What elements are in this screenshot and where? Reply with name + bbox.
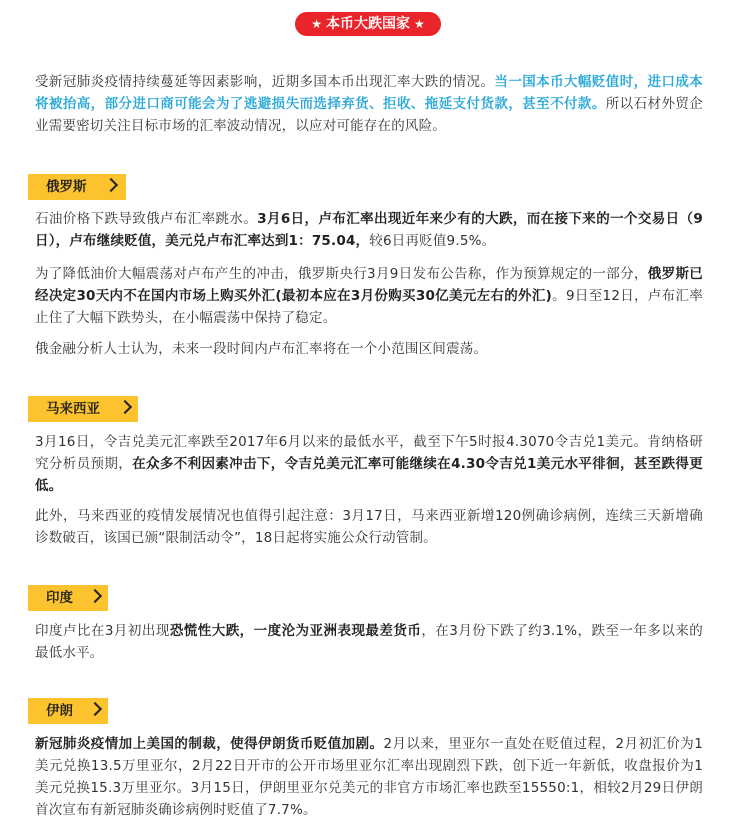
chevron-right-icon bbox=[88, 702, 102, 716]
chevron-right-icon bbox=[118, 400, 132, 414]
label-russia bbox=[28, 174, 126, 200]
label-malaysia-text: 马来西亚 bbox=[46, 401, 100, 417]
intro-text-end: 所以石材外贸企业需要密切关注目标市场的汇率波动情况，以应对可能存在的风险。 bbox=[35, 96, 703, 134]
label-india-text: 印度 bbox=[46, 590, 73, 606]
label-malaysia bbox=[28, 396, 138, 422]
malaysia-paragraph-2: 此外，马来西亚的疫情发展情况也值得引起注意：3月17日，马来西亚新增120例确诊病例，连续三天新增确诊数破百，该国已颁“限制活动令”，18日起将实施公众行动管制。 bbox=[35, 508, 703, 546]
label-india bbox=[28, 585, 108, 611]
intro-highlight: 当一国本币大幅贬值时，进口成本将被抬高，部分进口商可能会为了逃避损失而选择弃货、拒收、拖延支付货款，甚至不付款。 bbox=[35, 74, 704, 112]
label-iran bbox=[28, 698, 108, 724]
russia-paragraph-1: 石油价格下跌导致俄卢布汇率跳水。3月6日，卢布汇率出现近年来少有的大跌，而在接下来的一个交易日（9日），卢布继续贬值，美元兑卢布汇率达到1：75.04，较6日再贬值9.5%。 bbox=[35, 211, 704, 249]
label-russia-text: 俄罗斯 bbox=[46, 179, 87, 195]
section-title: 本币大跌国家 bbox=[326, 16, 410, 32]
iran-paragraph-1: 新冠肺炎疫情加上美国的制裁，使得伊朗货币贬值加剧。2月以来，里亚尔一直处在贬值过程，2月初汇价为1美元兑换13.5万里亚尔，2月22日开市的公开市场里亚尔汇率出现剧烈下跌，创下近一年新低，收盘报价为1美元兑换15.3万里亚尔。3月15日，伊朗里亚尔兑美元的非官方市场汇率也跌至15550:1，相较2月29日伊朗首次宣布有新冠肺炎确诊病例时贬值了7.7%。 bbox=[35, 736, 703, 818]
malaysia-paragraph-1: 3月16日，令吉兑美元汇率跌至2017年6月以来的最低水平，截至下午5时报4.3070令吉兑1美元。肯纳格研究分析员预期，在众多不利因素冲击下，令吉兑美元汇率可能继续在4.30令吉兑1美元水平徘徊，甚至跌得更低。 bbox=[35, 434, 703, 494]
russia-paragraph-2: 为了降低油价大幅震荡对卢布产生的冲击，俄罗斯央行3月9日发布公告称，作为预算规定的一部分，俄罗斯已经决定30天内不在国内市场上购买外汇(最初本应在3月份购买30亿美元左右的外汇)。9日至12日，卢布汇率止住了大幅下跌势头，在小幅震荡中保持了稳定。 bbox=[35, 266, 703, 326]
russia-paragraph-3: 俄金融分析人士认为，未来一段时间内卢布汇率将在一个小范围区间震荡。 bbox=[35, 341, 488, 357]
label-iran-text: 伊朗 bbox=[46, 703, 73, 719]
india-paragraph-1: 印度卢比在3月初出现恐慌性大跌，一度沦为亚洲表现最差货币，在3月份下跌了约3.1%，跌至一年多以来的最低水平。 bbox=[35, 623, 703, 661]
star-icon: ★ bbox=[414, 17, 425, 31]
title-wrap bbox=[0, 12, 736, 36]
chevron-right-icon bbox=[104, 178, 118, 192]
star-icon: ★ bbox=[311, 17, 322, 31]
intro-paragraph bbox=[35, 71, 703, 137]
chevron-right-icon bbox=[88, 589, 102, 603]
intro-text: 受新冠肺炎疫情持续蔓延等因素影响，近期多国本币出现汇率大跌的情况。 bbox=[35, 74, 495, 90]
section-title-pill bbox=[295, 12, 441, 36]
